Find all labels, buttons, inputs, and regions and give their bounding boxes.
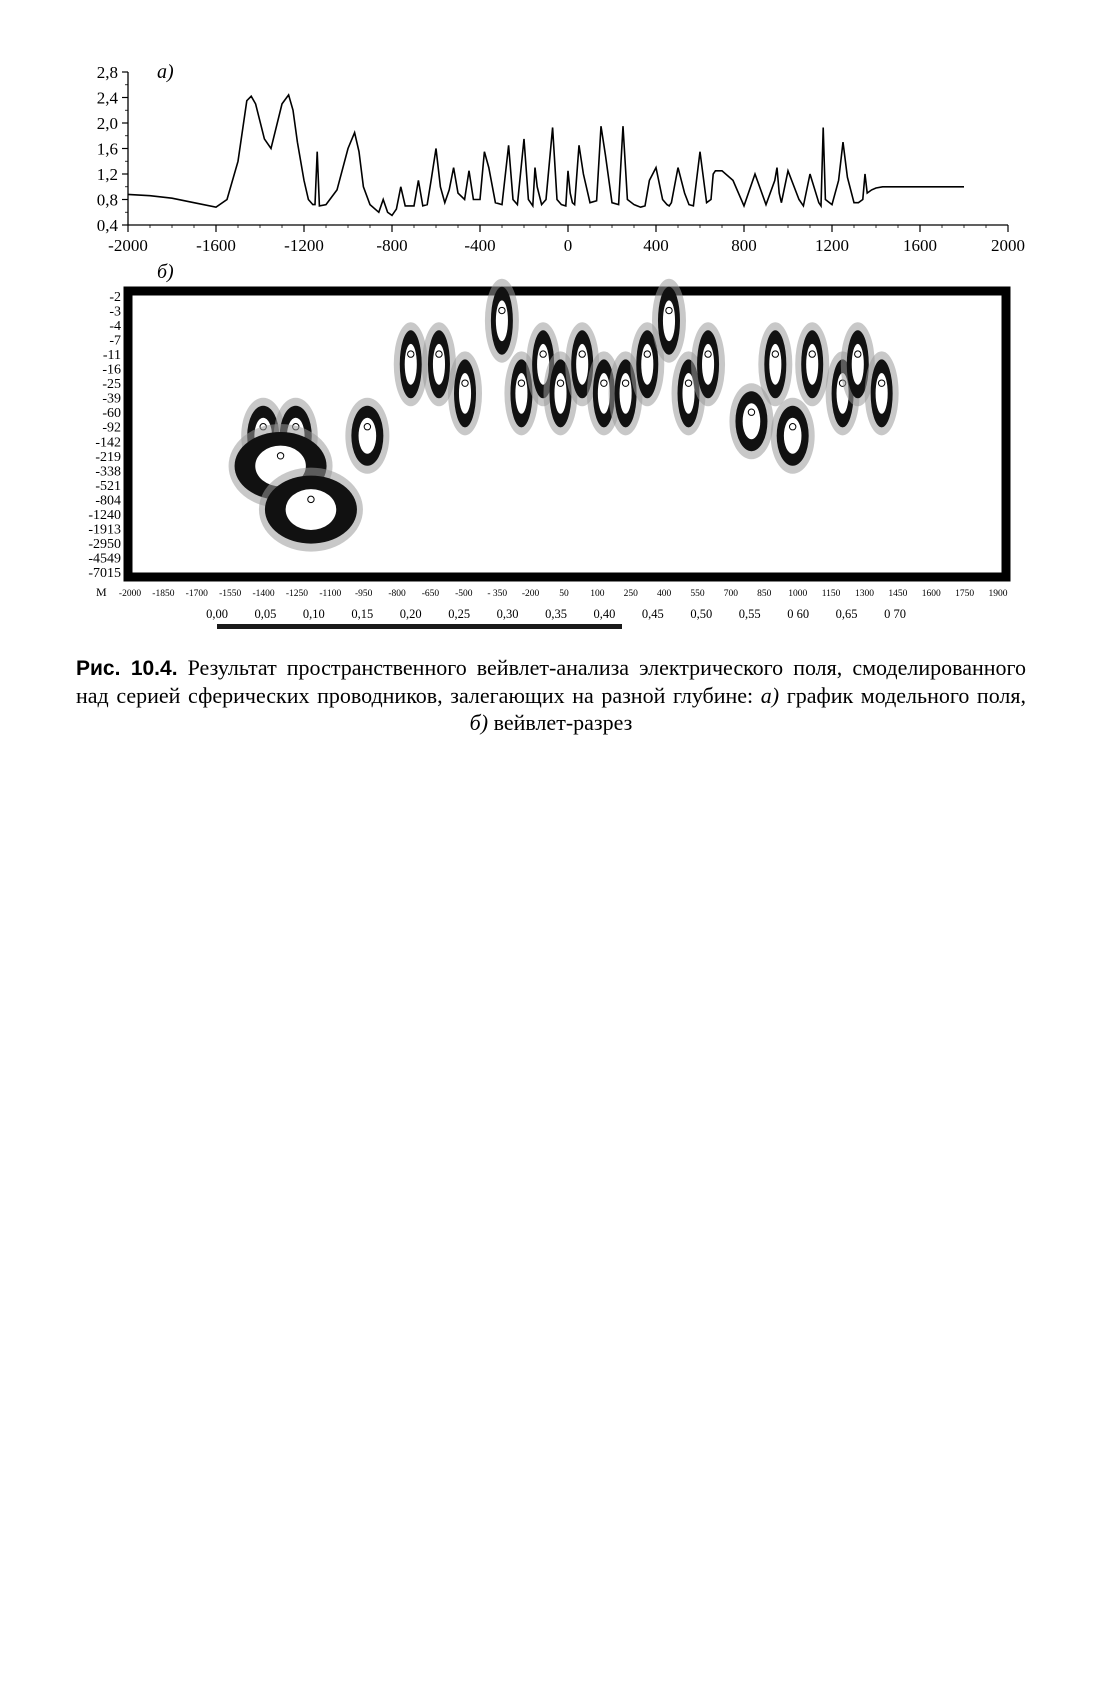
distance-tick-label: -650: [421, 589, 440, 599]
anomaly-core: [405, 344, 417, 385]
x-tick-group: [108, 225, 1025, 255]
anomaly: [865, 351, 899, 435]
anomaly-center-marker: [408, 351, 414, 357]
depth-tick-label: -521: [95, 478, 121, 494]
depth-tick-label: -11: [102, 348, 121, 364]
anomaly-center-marker: [499, 307, 505, 313]
depth-tick-label: -92: [102, 420, 121, 436]
x-tick-label: 2000: [991, 236, 1025, 255]
anomaly-center-marker: [518, 380, 524, 386]
anomaly-center-marker: [436, 351, 442, 357]
distance-tick-label: -1850: [152, 589, 175, 599]
depth-tick-label: -7: [109, 333, 121, 349]
depth-tick-label: -25: [102, 377, 121, 393]
depth-tick-label: -1913: [88, 522, 121, 538]
caption-part-b-letter: б): [469, 710, 489, 735]
y-tick-label: 2,8: [96, 63, 118, 82]
distance-tick-label: -950: [354, 589, 373, 599]
y-tick-label: 2,0: [96, 114, 118, 133]
y-tick-label: 0,4: [96, 216, 118, 235]
x-tick-label: 1200: [815, 236, 849, 255]
distance-tick-label: 700: [723, 589, 739, 599]
anomaly-center-marker: [705, 351, 711, 357]
distance-tick-label: 1900: [988, 589, 1008, 599]
anomaly-center-marker: [878, 380, 884, 386]
depth-tick-label: -2: [109, 290, 121, 305]
distance-tick-label: 1300: [854, 589, 874, 599]
depth-tick-label: -60: [102, 406, 121, 422]
y-tick-label: 1,6: [96, 139, 118, 159]
anomaly-core: [702, 344, 714, 385]
anomaly-core: [554, 373, 566, 414]
depth-tick-label: -7015: [88, 566, 121, 581]
anomaly: [485, 279, 519, 363]
depth-tick-label: -3: [109, 304, 121, 320]
distance-tick-group: [119, 589, 1008, 599]
scale-label: 0,05: [254, 607, 277, 621]
series-line-field: [128, 95, 964, 215]
anomaly-core: [852, 344, 864, 385]
depth-tick-label: -4: [109, 319, 121, 335]
anomaly: [345, 398, 389, 474]
depth-tick-label: -142: [95, 435, 121, 451]
anomaly-center-marker: [622, 380, 628, 386]
distance-tick-label: 1000: [788, 589, 808, 599]
panel-a-label: а): [157, 61, 174, 83]
scale-label: 0,00: [206, 607, 228, 621]
anomaly-core: [286, 489, 337, 530]
anomaly-center-marker: [579, 351, 585, 357]
color-scale-bar: [217, 624, 622, 629]
anomaly-center-marker: [601, 380, 607, 386]
anomaly: [758, 322, 792, 406]
y-tick-group: [97, 63, 128, 235]
y-tick-label: 2,4: [96, 88, 118, 108]
distance-tick-label: 1600: [921, 589, 941, 599]
x-tick-label: -1600: [196, 236, 236, 255]
anomaly-core: [641, 344, 653, 385]
anomaly-core: [496, 300, 508, 341]
distance-tick-label: - 350: [487, 589, 508, 599]
distance-tick-label: -800: [388, 589, 406, 599]
scale-label: 0,40: [593, 607, 616, 621]
depth-tick-label: -804: [95, 493, 121, 509]
distance-tick-label: -1250: [285, 589, 309, 599]
depth-tick-label: -2950: [88, 536, 121, 552]
caption-text: Результат пространственного вейвлет-анализа электрического поля, смоделированного над серией сферических проводников, залегающих на разной глубине:: [76, 655, 1026, 708]
anomaly-center-marker: [685, 380, 691, 386]
depth-tick-label: -1240: [88, 507, 121, 523]
anomaly: [652, 279, 686, 363]
depth-tick-label: -4549: [88, 551, 121, 567]
distance-tick-label: -1400: [252, 589, 275, 599]
x-tick-label: -1200: [284, 236, 324, 255]
x-tick-label: -800: [376, 236, 408, 255]
x-tick-label: -2000: [108, 236, 148, 255]
x-tick-label: 1600: [903, 236, 937, 255]
anomaly-center-marker: [772, 351, 778, 357]
caption-part-a-letter: а): [760, 683, 780, 708]
distance-tick-label: -1700: [185, 589, 208, 599]
scale-label: 0,10: [302, 607, 325, 621]
anomaly-center-marker: [540, 351, 546, 357]
anomaly-center-marker: [666, 307, 672, 313]
distance-tick-label: 1750: [955, 589, 975, 599]
anomaly: [795, 322, 829, 406]
figure: [0, 0, 1097, 640]
panel-b-label: б): [157, 261, 174, 283]
scale-label: 0,25: [448, 607, 471, 621]
scale-label: 0,20: [399, 607, 422, 621]
distance-tick-label: 50: [559, 589, 569, 599]
y-tick-label: 0,8: [96, 190, 118, 210]
anomaly-core: [576, 344, 588, 385]
anomaly-core: [459, 373, 471, 414]
y-tick-label: 1,2: [96, 165, 118, 184]
scale-label: 0,65: [835, 607, 858, 621]
color-scale: [206, 607, 906, 629]
scale-label: 0,35: [545, 607, 567, 621]
caption-part-b-text: вейвлет-разрез: [493, 710, 633, 735]
anomaly-core: [806, 344, 818, 385]
anomaly-center-marker: [855, 351, 861, 357]
anomaly-core: [876, 373, 888, 414]
anomaly-core: [663, 300, 675, 341]
anomaly-center-marker: [789, 424, 795, 430]
distance-tick-label: 850: [757, 589, 772, 599]
anomaly: [771, 398, 815, 474]
depth-tick-label: -219: [95, 449, 121, 465]
depth-tick-label: -39: [102, 391, 121, 407]
distance-tick-label: -1550: [219, 589, 242, 599]
anomaly-center-marker: [462, 380, 468, 386]
scale-label: 0 70: [884, 607, 906, 621]
scale-label: 0,55: [738, 607, 761, 621]
x-tick-label: 800: [731, 236, 757, 255]
x-tick-label: -400: [464, 236, 496, 255]
distance-tick-label: 250: [623, 589, 638, 599]
distance-tick-label: 1450: [888, 589, 908, 599]
scale-label: 0,15: [351, 607, 374, 621]
depth-tick-label: -338: [95, 464, 121, 480]
anomaly: [691, 322, 725, 406]
caption-label: Рис. 10.4.: [76, 657, 178, 680]
distance-tick-label: 400: [657, 589, 672, 599]
distance-tick-label: 100: [590, 589, 605, 599]
anomaly-core: [769, 344, 781, 385]
depth-tick-label: -16: [102, 362, 121, 378]
distance-tick-label: -2000: [118, 589, 142, 599]
anomaly: [259, 468, 363, 552]
anomaly-core: [433, 344, 445, 385]
scale-label: 0,50: [690, 607, 713, 621]
anomaly-center-marker: [277, 453, 283, 459]
anomaly-core: [598, 373, 610, 414]
anomaly-center-marker: [748, 409, 754, 415]
heatmap-panel: [88, 261, 1007, 629]
distance-tick-label: -1100: [319, 589, 342, 599]
anomaly: [448, 351, 482, 435]
x-unit-label: М: [96, 585, 107, 599]
anomaly-center-marker: [644, 351, 650, 357]
anomaly-core: [620, 373, 632, 414]
distance-tick-label: 1150: [821, 589, 841, 599]
anomaly-center-marker: [809, 351, 815, 357]
caption-part-a-text: график модельного поля,: [786, 683, 1027, 708]
distance-tick-label: -500: [455, 589, 473, 599]
figure-caption: [76, 654, 1026, 736]
line-chart-panel: [97, 61, 1025, 255]
scale-label: 0,30: [496, 607, 519, 621]
anomaly-core: [515, 373, 527, 414]
anomaly-center-marker: [364, 424, 370, 430]
scale-label: 0 60: [787, 607, 810, 621]
x-tick-label: 0: [563, 236, 573, 255]
x-tick-label: 400: [643, 236, 669, 255]
anomaly-center-marker: [308, 496, 314, 502]
distance-tick-label: -200: [521, 589, 540, 599]
anomaly-center-marker: [557, 380, 563, 386]
distance-tick-label: 550: [690, 589, 705, 599]
scale-label: 0,45: [641, 607, 664, 621]
